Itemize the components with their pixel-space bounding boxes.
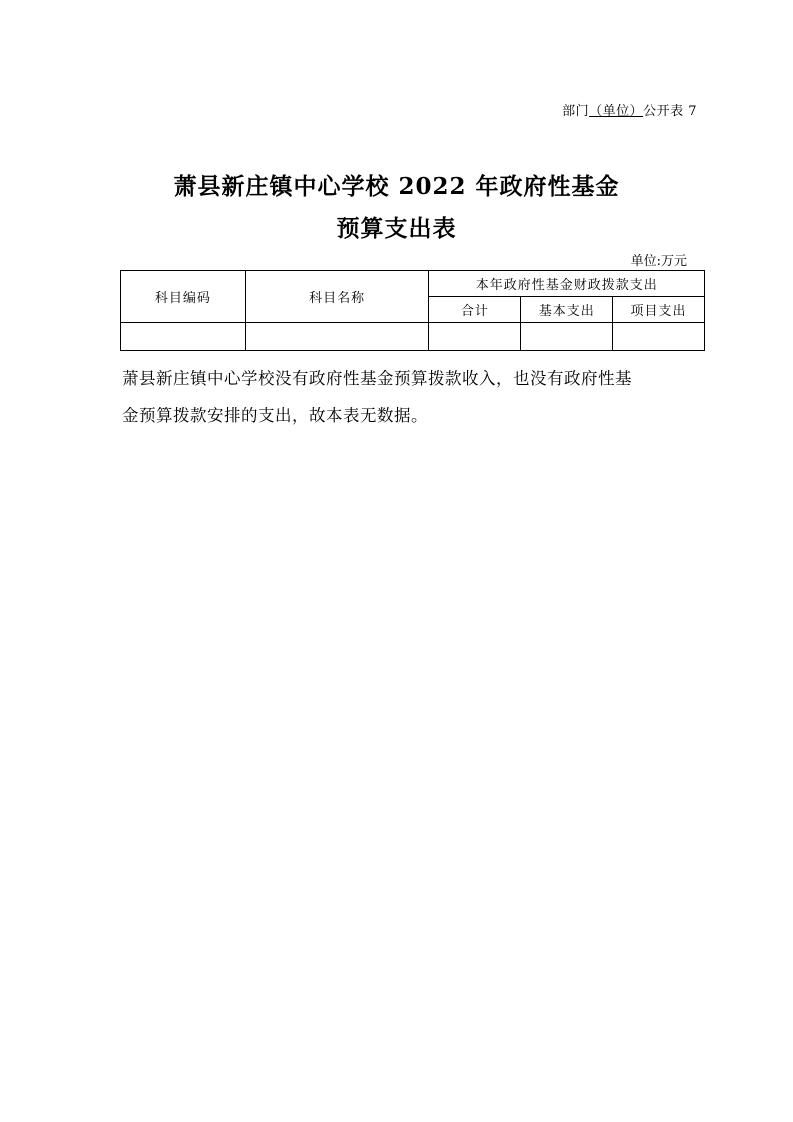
header-subject-name: 科目名称 (245, 271, 429, 323)
note-line2: 金预算拨款安排的支出，故本表无数据。 (122, 406, 428, 425)
explanation-note (122, 360, 702, 434)
note-line1: 萧县新庄镇中心学校没有政府性基金预算拨款收入，也没有政府性基 (122, 369, 632, 388)
cell-total (429, 323, 521, 351)
header-project-expenditure: 项目支出 (613, 297, 705, 323)
page-tag-prefix: 部门 (562, 104, 590, 119)
cell-basic (521, 323, 613, 351)
header-basic-expenditure: 基本支出 (521, 297, 613, 323)
unit-label: 单位:万元 (630, 254, 687, 269)
header-subject-code: 科目编码 (121, 271, 246, 323)
page-title-line2: 预算支出表 (336, 215, 457, 242)
page-tag-suffix: 公开表 7 (643, 104, 697, 119)
page-tag-unit: （单位） (589, 104, 644, 119)
cell-name (245, 323, 429, 351)
table-row (121, 323, 705, 351)
cell-code (121, 323, 246, 351)
header-total: 合计 (429, 297, 521, 323)
page-tag (562, 100, 697, 119)
cell-project (613, 323, 705, 351)
budget-table (120, 270, 705, 351)
header-fund-expenditure: 本年政府性基金财政拨款支出 (429, 271, 705, 297)
page-title-line1: 萧县新庄镇中心学校 2022 年政府性基金 (173, 173, 620, 200)
